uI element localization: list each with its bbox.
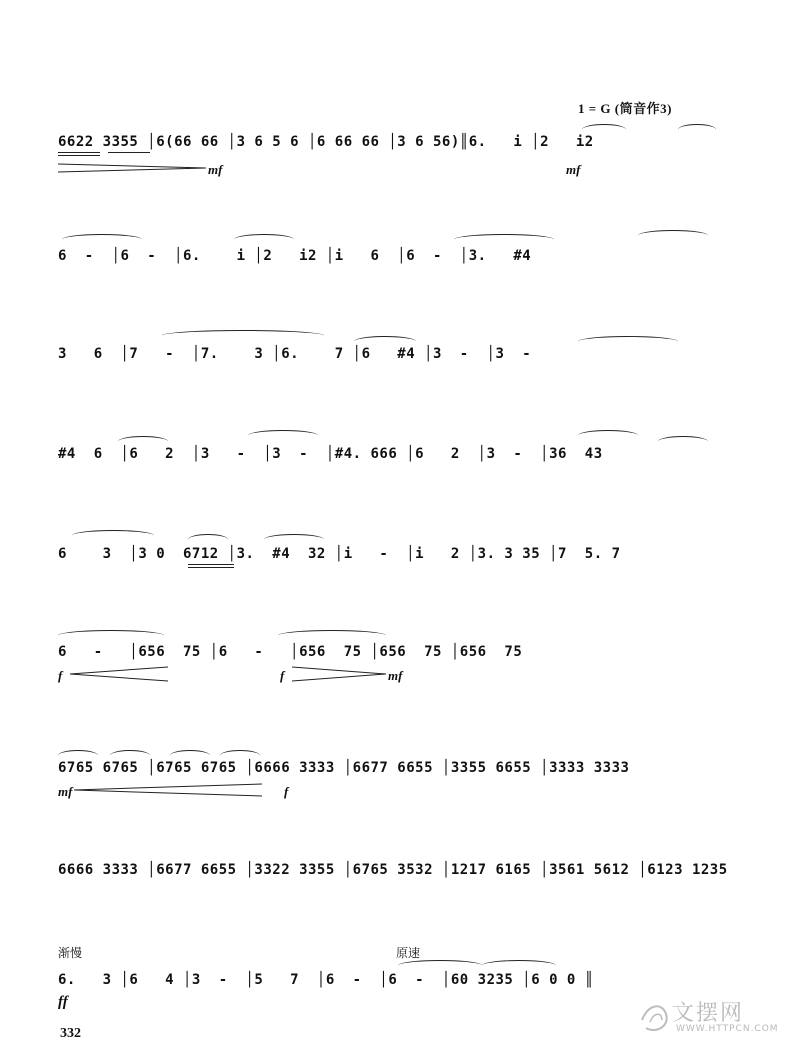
notation-line: 6 - │656 75 │6 - │656 75 │656 75 │656 75 <box>58 644 523 660</box>
slur <box>454 234 554 245</box>
slur <box>264 534 324 545</box>
slur <box>578 430 638 441</box>
dynamic-f: f <box>58 668 63 683</box>
slur <box>110 750 150 761</box>
notation-line: 6666 3333 │6677 6655 │3322 3355 │6765 3532 │1217 6165 │3561 5612 │6123 1235 <box>58 862 728 878</box>
slur <box>58 630 164 641</box>
slur <box>188 534 228 545</box>
score-system-6 <box>58 618 718 688</box>
tempo-marking: 渐慢 <box>58 946 83 960</box>
dynamic-ff: ff <box>58 994 68 1010</box>
slur <box>118 436 168 447</box>
notation-line: 6 3 │3 0 6712 │3. #4 32 │i - │i 2 │3. 3 35 │7 5. 7 <box>58 546 621 562</box>
score-system-3 <box>58 320 718 390</box>
watermark-url: WWW.HTTPCN.COM <box>676 1024 779 1034</box>
dynamic-f: f <box>284 784 289 799</box>
slur <box>482 960 556 971</box>
score-system-7 <box>58 734 718 804</box>
slur <box>638 230 708 241</box>
notation-line: #4 6 │6 2 │3 - │3 - │#4. 666 │6 2 │3 - │36 43 <box>58 446 603 462</box>
page-number: 332 <box>60 1026 81 1041</box>
slur <box>170 750 210 761</box>
slur <box>58 750 98 761</box>
dynamic-mf: mf <box>58 784 73 799</box>
slur <box>658 436 708 447</box>
score-system-2 <box>58 222 718 292</box>
score-system-4 <box>58 420 718 490</box>
notation-line: 6. 3 │6 4 │3 - │5 7 │6 - │6 - │60 3235 │6 0 0 ║ <box>58 972 594 988</box>
dynamic-mf: mf <box>566 162 581 177</box>
slur <box>162 330 324 341</box>
dynamic-mf: mf <box>208 162 223 177</box>
slur <box>248 430 318 441</box>
slur <box>278 630 386 641</box>
slur <box>398 960 482 971</box>
notation-line: 6622 3355 │6(66 66 │3 6 5 6 │6 66 66 │3 6 56)║6. i │2 i2 <box>58 134 594 150</box>
decrescendo-hairpin <box>292 666 388 682</box>
score-system-8 <box>58 836 728 906</box>
beam-line <box>188 567 234 568</box>
slur <box>62 234 142 245</box>
dynamic-f: f <box>280 668 285 683</box>
notation-line: 3 6 │7 - │7. 3 │6. 7 │6 #4 │3 - │3 - <box>58 346 532 362</box>
decrescendo-hairpin <box>58 162 208 174</box>
slur <box>72 530 154 541</box>
slur <box>678 124 716 135</box>
slur <box>578 336 678 347</box>
score-system-5 <box>58 520 718 590</box>
slur <box>234 234 294 245</box>
score-system-1 <box>58 108 718 178</box>
slur <box>582 124 626 135</box>
notation-line: 6 - │6 - │6. i │2 i2 │i 6 │6 - │3. #4 <box>58 248 532 264</box>
tempo-marking: 原速 <box>396 946 421 960</box>
dynamic-mf: mf <box>388 668 403 683</box>
notation-line: 6765 6765 │6765 6765 │6666 3333 │6677 6655 │3355 6655 │3333 3333 <box>58 760 630 776</box>
crescendo-hairpin <box>74 782 264 798</box>
crescendo-hairpin <box>70 666 170 682</box>
beam-line <box>58 155 100 156</box>
score-system-9 <box>58 936 718 1010</box>
slur <box>354 336 416 347</box>
slur <box>220 750 260 761</box>
watermark-text: 文摆网 <box>672 1001 745 1026</box>
beam-line <box>108 152 150 153</box>
key-signature: 1 = G (筒音作3) <box>578 101 672 116</box>
beam-line <box>58 152 100 153</box>
beam-line <box>188 564 234 565</box>
